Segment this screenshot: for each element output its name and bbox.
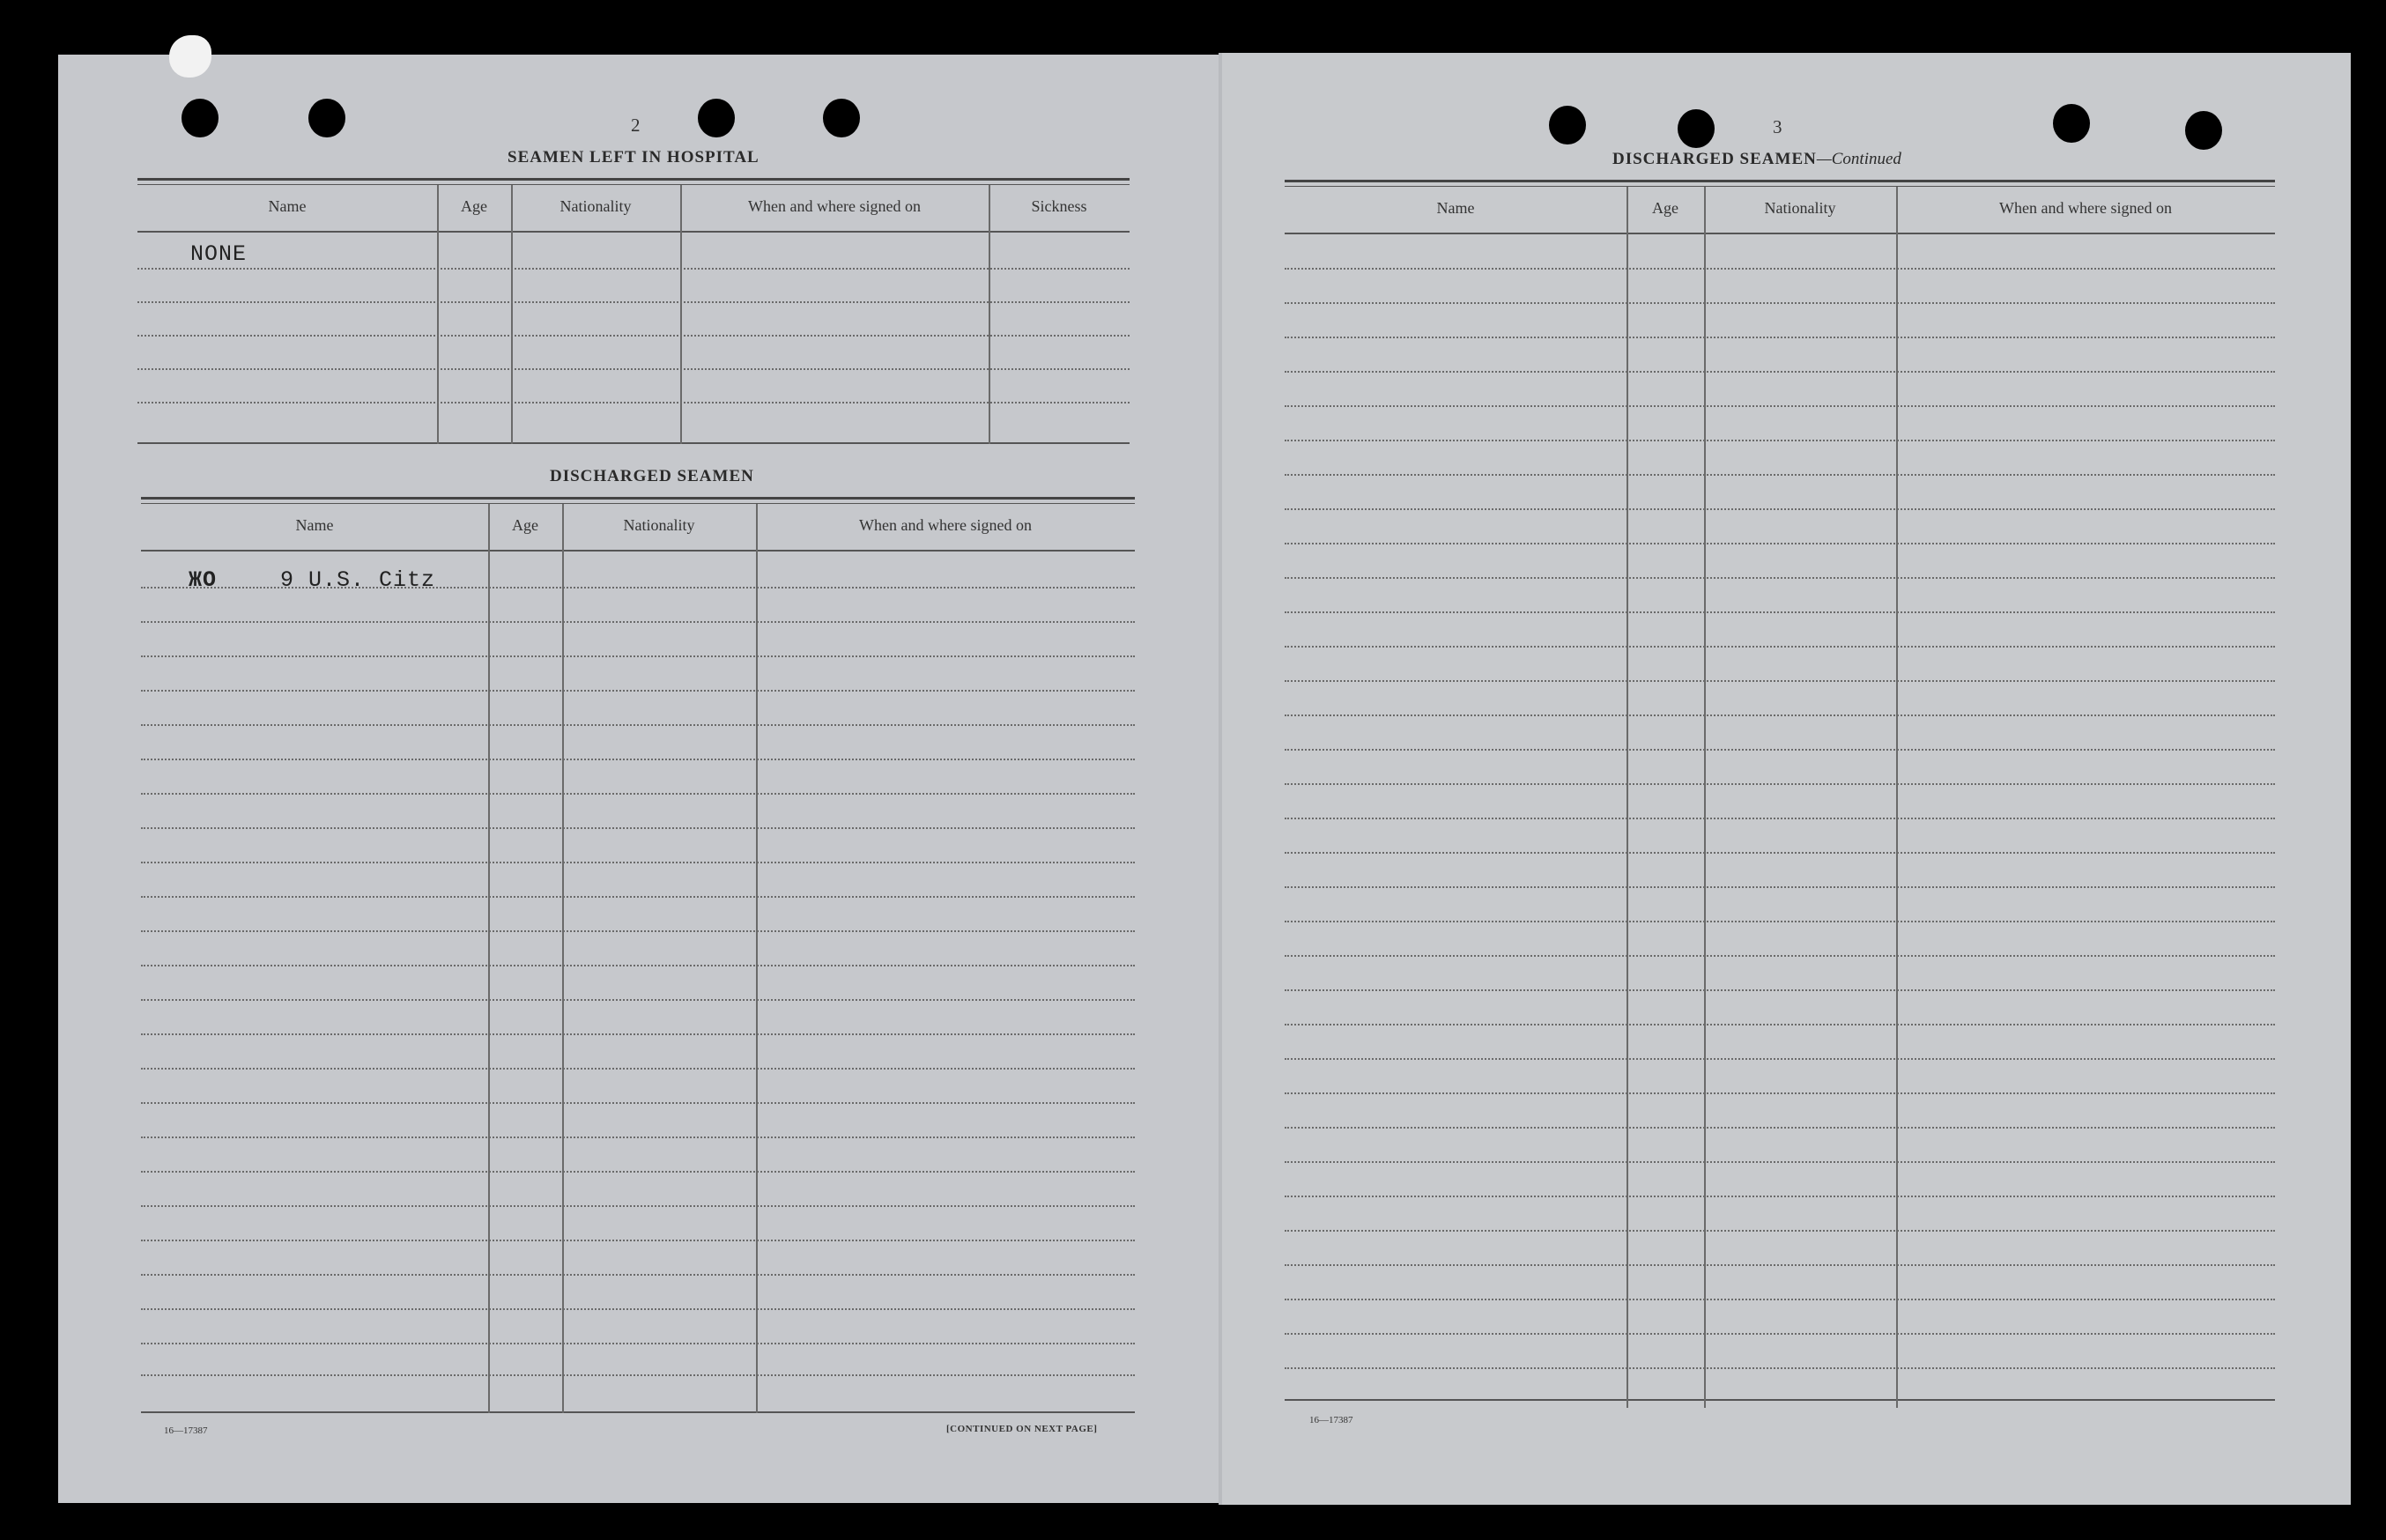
- page-number: 2: [631, 115, 641, 136]
- punch-hole: [2053, 104, 2090, 143]
- punch-hole: [169, 35, 211, 78]
- column-header-age: Age: [512, 516, 538, 534]
- hospital-section-title: SEAMEN LEFT IN HOSPITAL: [508, 148, 760, 167]
- page-fold: [1219, 53, 1222, 1505]
- column-header-signed-on: When and where signed on: [748, 197, 921, 215]
- punch-hole: [182, 99, 219, 137]
- punch-hole: [1549, 106, 1586, 144]
- punch-hole: [2185, 111, 2222, 150]
- discharged-table: [141, 497, 1135, 1417]
- form-number: 16—17387: [1309, 1415, 1353, 1425]
- column-header-age: Age: [461, 197, 487, 215]
- continued-note: [CONTINUED ON NEXT PAGE]: [946, 1424, 1098, 1434]
- column-header-age: Age: [1652, 199, 1678, 217]
- discharged-continued-table: [1285, 180, 2275, 1408]
- page-number: 3: [1773, 116, 1782, 137]
- column-header-name: Name: [268, 197, 307, 215]
- column-header-nationality: Nationality: [1764, 199, 1836, 217]
- struck-out-marker: ЖО: [189, 567, 218, 593]
- discharged-section-title: DISCHARGED SEAMEN: [550, 467, 754, 485]
- column-header-signed-on: When and where signed on: [859, 516, 1032, 534]
- punch-hole: [823, 99, 860, 137]
- form-number: 16—17387: [164, 1425, 208, 1436]
- column-header-sickness: Sickness: [1031, 197, 1087, 215]
- punch-hole: [308, 99, 345, 137]
- column-header-name: Name: [1436, 199, 1475, 217]
- column-header-name: Name: [295, 516, 334, 534]
- hospital-table: [137, 178, 1130, 446]
- title-suffix: —Continued: [1816, 150, 1901, 168]
- title-main: DISCHARGED SEAMEN: [1612, 150, 1817, 168]
- column-header-nationality: Nationality: [623, 516, 695, 534]
- column-header-nationality: Nationality: [559, 197, 632, 215]
- punch-hole: [1678, 109, 1715, 148]
- hospital-entry: NONE: [190, 241, 248, 267]
- discharged-entry: 9 U.S. Citz: [280, 567, 436, 593]
- column-header-signed-on: When and where signed on: [1999, 199, 2172, 217]
- discharged-continued-title: [1612, 150, 1901, 169]
- punch-hole: [698, 99, 735, 137]
